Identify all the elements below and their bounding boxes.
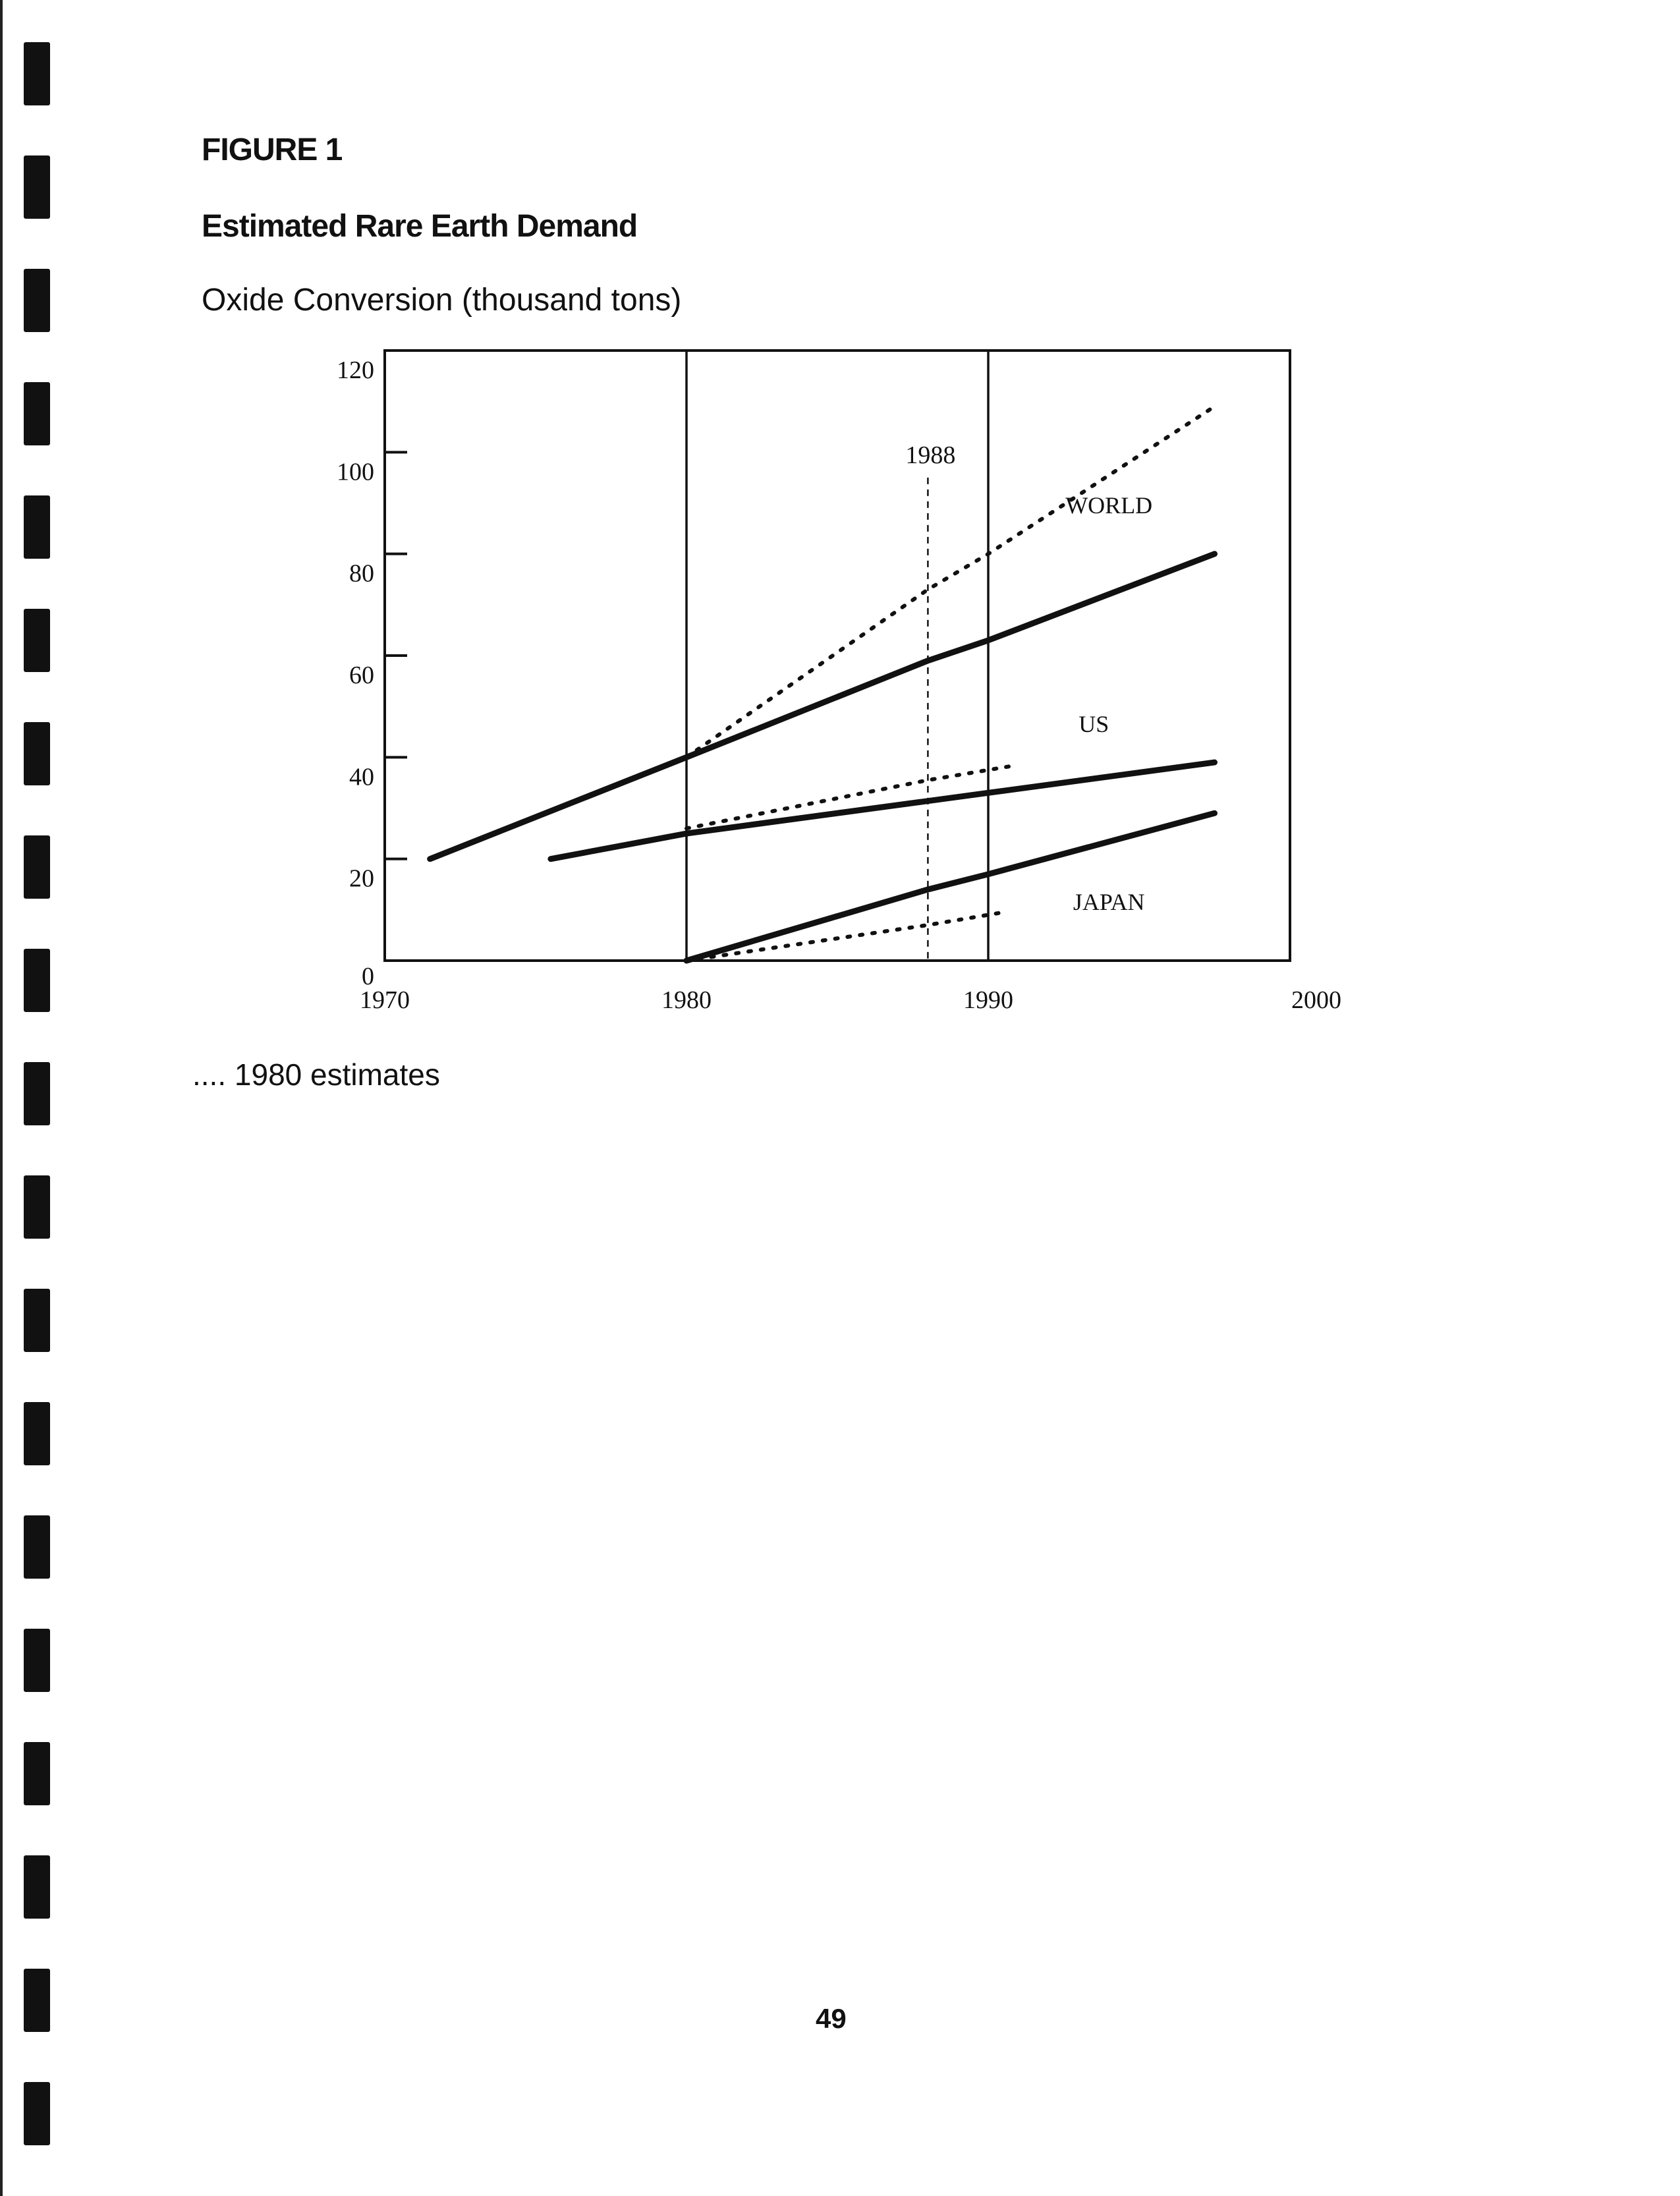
binding-hole: [24, 1855, 50, 1919]
x-tick-label-2000: 2000: [1291, 986, 1341, 1014]
estimate-line-japan: [686, 913, 1003, 961]
binding-hole: [24, 1742, 50, 1805]
chart: [0, 0, 1680, 1054]
binding-hole: [24, 1515, 50, 1579]
reference-label-1988: 1988: [905, 441, 956, 469]
figure-label: FIGURE 1: [202, 132, 343, 167]
binding-hole: [24, 1402, 50, 1465]
y-tick-label-100: 100: [337, 458, 374, 486]
chart-title: Estimated Rare Earth Demand: [202, 209, 638, 244]
y-axis-label: Oxide Conversion (thousand tons): [202, 283, 682, 318]
y-tick-label-60: 60: [349, 662, 374, 689]
binding-hole: [24, 2082, 50, 2145]
y-tick-label-40: 40: [349, 763, 374, 791]
y-tick-label-0: 0: [362, 963, 374, 990]
binding-hole: [24, 1969, 50, 2032]
binding-hole: [24, 1629, 50, 1692]
axis-ticks: [385, 452, 407, 859]
page-number: 49: [816, 2003, 847, 2034]
y-tick-label-120: 120: [337, 356, 374, 384]
plot-frame: [385, 351, 1290, 961]
binding-hole: [24, 1175, 50, 1239]
y-tick-label-80: 80: [349, 559, 374, 588]
binding-hole: [24, 1289, 50, 1352]
series-label-world: WORLD: [1065, 492, 1153, 519]
footnote: .... 1980 estimates: [192, 1057, 440, 1092]
x-tick-label-1990: 1990: [963, 986, 1013, 1014]
series-line-japan: [686, 813, 1215, 961]
series-label-japan: JAPAN: [1073, 888, 1145, 915]
estimate-lines: [686, 407, 1215, 961]
binding-hole: [24, 1062, 50, 1125]
y-tick-label-20: 20: [349, 864, 374, 893]
x-tick-label-1980: 1980: [661, 986, 712, 1014]
x-tick-label-1970: 1970: [360, 986, 410, 1014]
series-line-us: [551, 762, 1215, 859]
series-label-us: US: [1078, 710, 1109, 737]
